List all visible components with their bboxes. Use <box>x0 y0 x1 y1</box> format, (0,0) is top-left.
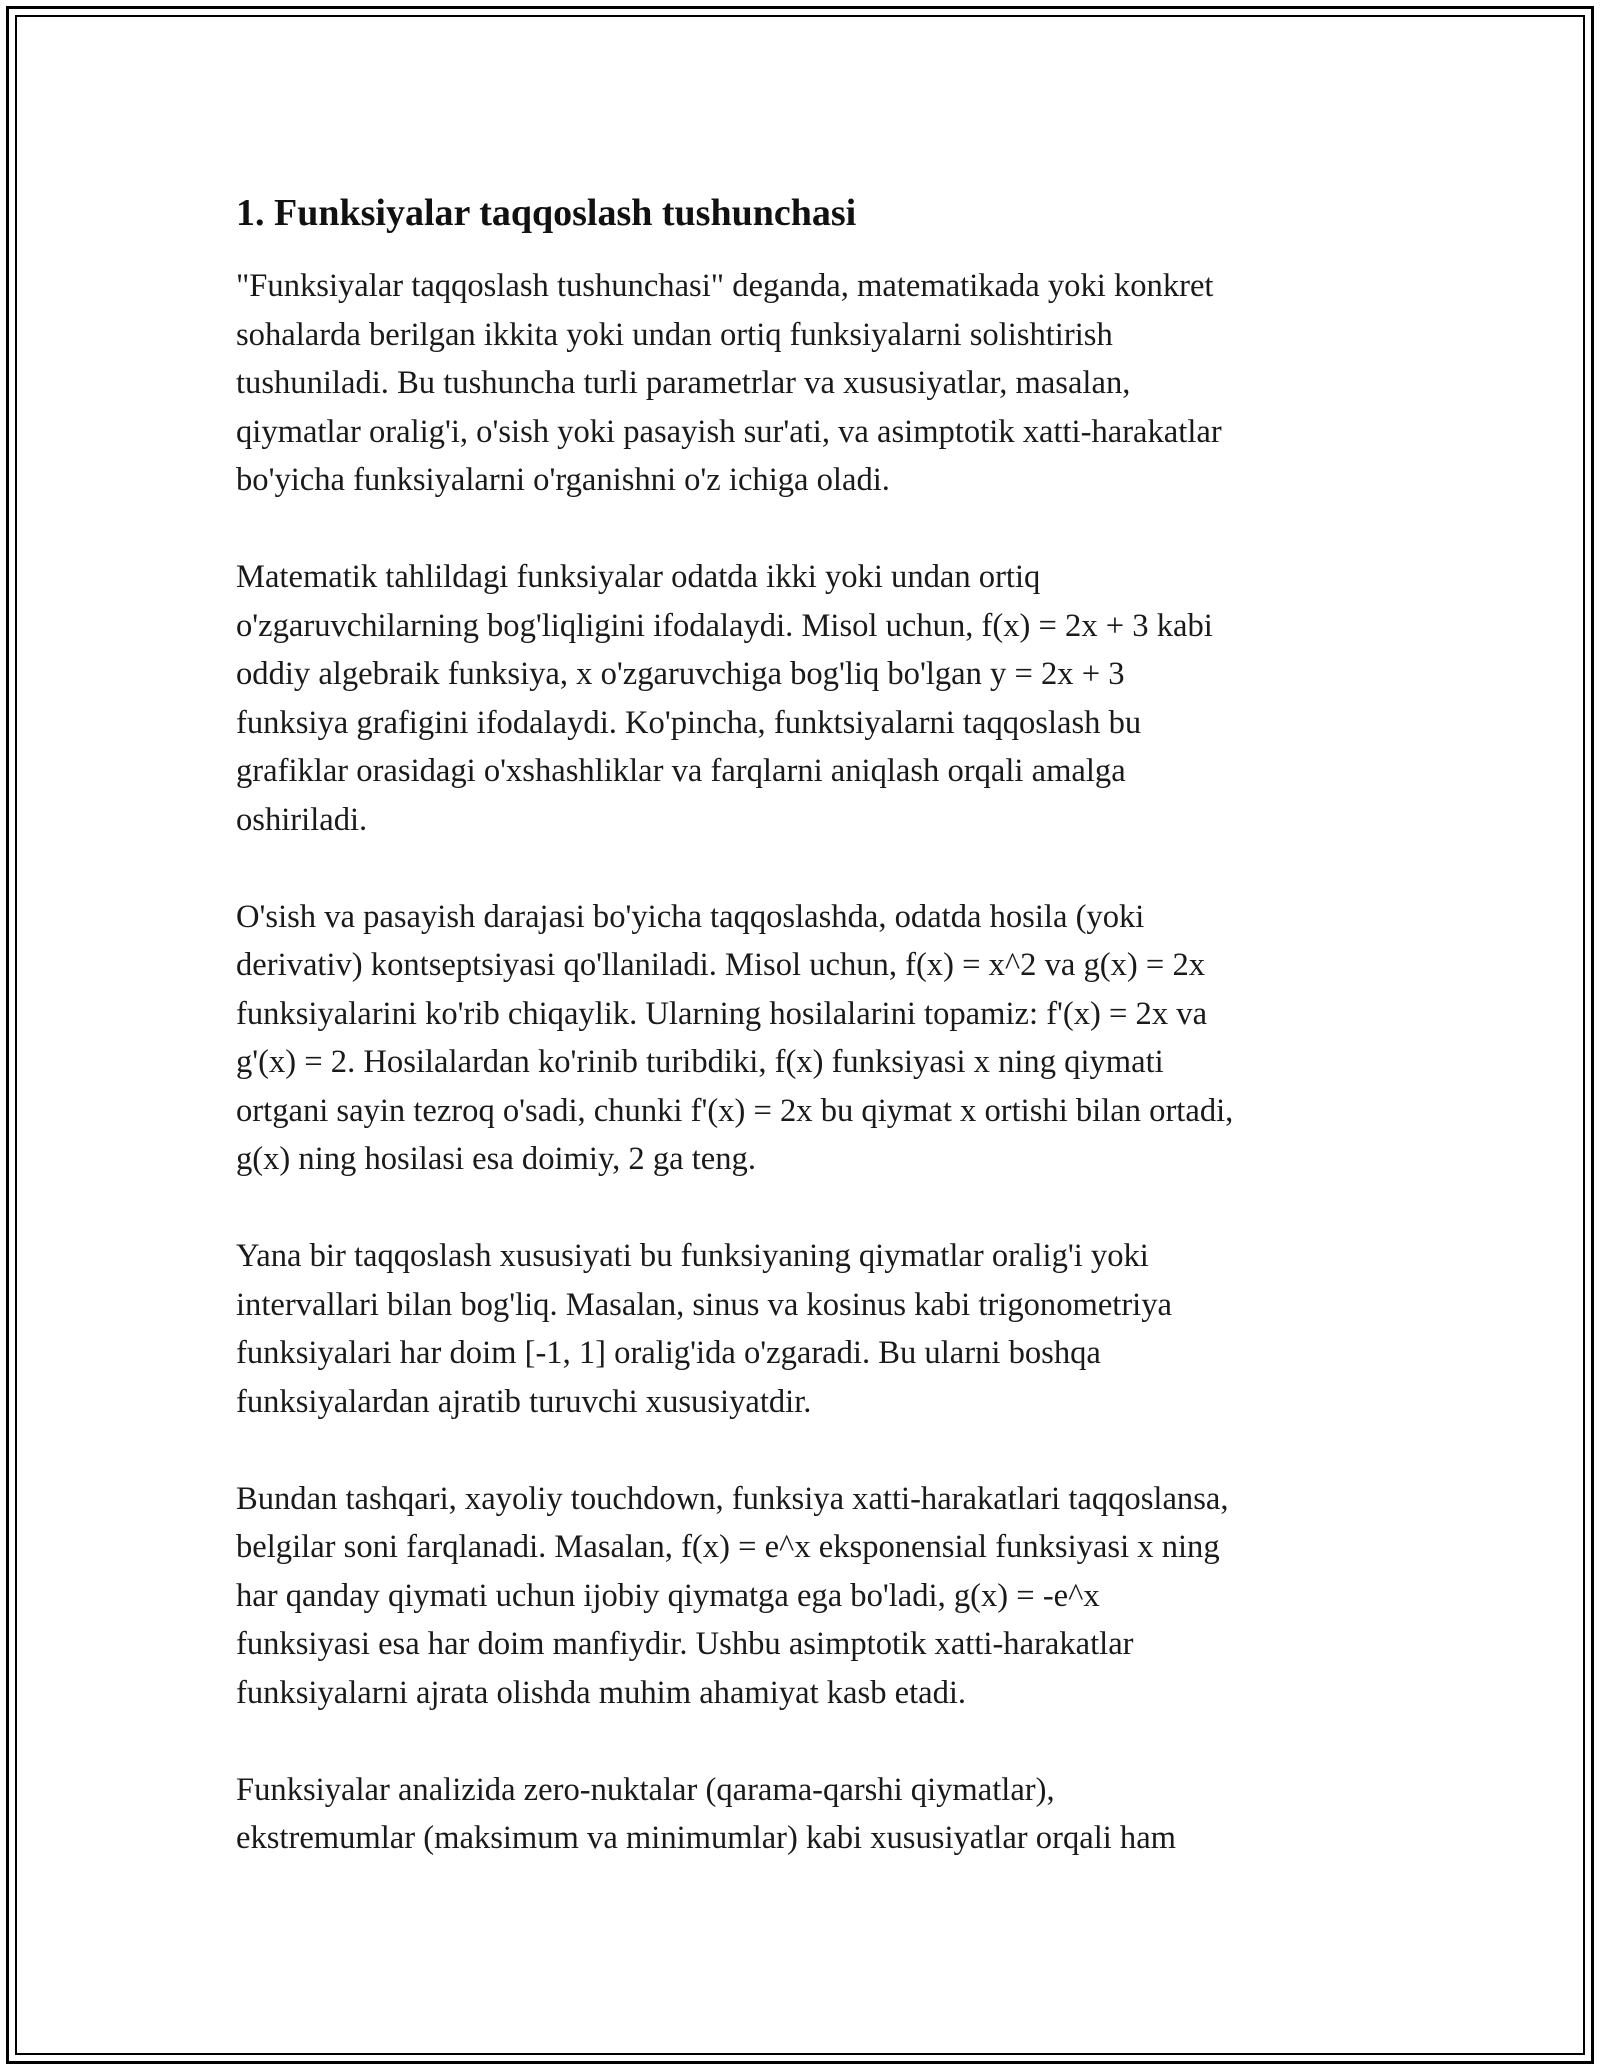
paragraph-line: Matematik tahlildagi funksiyalar odatda ikki yoki undan ortiq <box>236 559 1041 595</box>
paragraph-line: g'(x) = 2. Hosilalardan ko'rinib turibdiki, f(x) funksiyasi x ning qiymati <box>236 1044 1164 1080</box>
paragraph-4 <box>236 1232 1366 1426</box>
paragraph-line: oddiy algebraik funksiya, x o'zgaruvchiga bog'liq bo'lgan y = 2x + 3 <box>236 656 1125 692</box>
paragraph-line: funksiyalari har doim [-1, 1] oralig'ida o'zgaradi. Bu ularni boshqa <box>236 1335 1101 1371</box>
paragraph-line: grafiklar orasidagi o'xshashliklar va farqlarni aniqlash orqali amalga <box>236 753 1126 789</box>
paragraph-line: sohalarda berilgan ikkita yoki undan ortiq funksiyalarni solishtirish <box>236 316 1113 353</box>
paragraph-line: g(x) ning hosilasi esa doimiy, 2 ga teng. <box>236 1141 756 1177</box>
paragraph-line: bo'yicha funksiyalarni o'rganishni o'z ichiga oladi. <box>236 462 890 498</box>
paragraph-line: Yana bir taqqoslash xususiyati bu funksiyaning qiymatlar oralig'i yoki <box>236 1238 1149 1274</box>
paragraph-2 <box>236 553 1366 844</box>
document-body <box>236 186 1366 1863</box>
paragraph-line: Bundan tashqari, xayoliy touchdown, funksiya xatti-harakatlari taqqoslansa, <box>236 1480 1229 1517</box>
paragraph-line: belgilar soni farqlanadi. Masalan, f(x) = e^x eksponensial funksiyasi x ning <box>236 1529 1220 1565</box>
paragraph-line: funksiyalarini ko'rib chiqaylik. Ularning hosilalarini topamiz: f'(x) = 2x va <box>236 995 1208 1032</box>
paragraph-line: "Funksiyalar taqqoslash tushunchasi" deganda, matematikada yoki konkret <box>236 268 1214 304</box>
paragraph-line: intervallari bilan bog'liq. Masalan, sinus va kosinus kabi trigonometriya <box>236 1286 1172 1323</box>
paragraph-line: har qanday qiymati uchun ijobiy qiymatga ega bo'ladi, g(x) = -e^x <box>236 1577 1100 1614</box>
paragraph-line: funksiyalardan ajratib turuvchi xususiyatdir. <box>236 1383 812 1420</box>
paragraph-1 <box>236 262 1366 505</box>
paragraph-line: funksiyasi esa har doim manfiydir. Ushbu asimptotik xatti-harakatlar <box>236 1626 1134 1662</box>
paragraph-line: funksiyalarni ajrata olishda muhim ahamiyat kasb etadi. <box>236 1674 967 1711</box>
section-heading: 1. Funksiyalar taqqoslash tushunchasi <box>236 192 857 234</box>
paragraph-line: funksiya grafigini ifodalaydi. Ko'pincha, funktsiyalarni taqqoslash bu <box>236 704 1142 741</box>
paragraph-5 <box>236 1475 1366 1718</box>
paragraph-line: ekstremumlar (maksimum va minimumlar) kabi xususiyatlar orqali ham <box>236 1820 1177 1856</box>
paragraph-3 <box>236 893 1366 1184</box>
paragraph-line: derivativ) kontseptsiyasi qo'llaniladi. Misol uchun, f(x) = x^2 va g(x) = 2x <box>236 947 1206 983</box>
paragraph-6 <box>236 1766 1366 1863</box>
paragraph-line: Funksiyalar analizida zero-nuktalar (qarama-qarshi qiymatlar), <box>236 1771 1055 1808</box>
paragraph-line: o'zgaruvchilarning bog'liqligini ifodalaydi. Misol uchun, f(x) = 2x + 3 kabi <box>236 607 1213 644</box>
paragraph-line: oshiriladi. <box>236 801 368 838</box>
paragraph-line: ortgani sayin tezroq o'sadi, chunki f'(x) = 2x bu qiymat x ortishi bilan ortadi, <box>236 1092 1234 1129</box>
paragraph-line: tushuniladi. Bu tushuncha turli parametrlar va xususiyatlar, masalan, <box>236 365 1131 401</box>
paragraph-line: qiymatlar oralig'i, o'sish yoki pasayish sur'ati, va asimptotik xatti-harakatlar <box>236 413 1222 450</box>
paragraph-line: O'sish va pasayish darajasi bo'yicha taqqoslashda, odatda hosila (yoki <box>236 898 1145 935</box>
